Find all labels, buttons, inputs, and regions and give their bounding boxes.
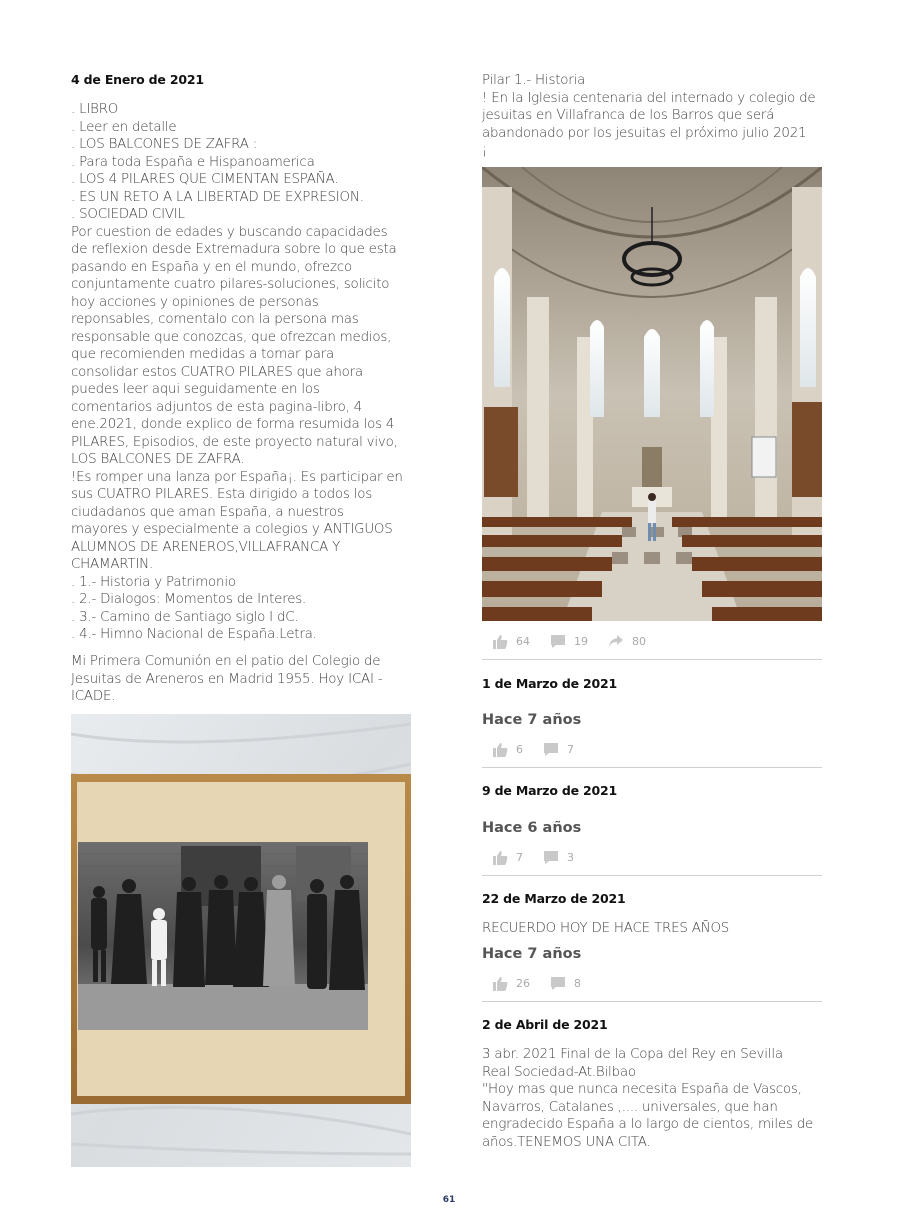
- text-line: . 4.- Himno Nacional de España.Letra.: [71, 627, 317, 642]
- like-count: 6: [516, 743, 523, 756]
- divider: [482, 1001, 822, 1002]
- text-line: Navarros, Catalanes ,.... universales, que han: [482, 1099, 778, 1115]
- text-line: ! En la Iglesia centenaria del internado y colegio de: [482, 90, 816, 106]
- time-ago: Hace 6 años: [482, 820, 582, 836]
- post-body: [71, 101, 403, 644]
- communion-photo-image: [71, 714, 411, 1167]
- text-line: de reflexion desde Extremadura sobre lo que esta: [71, 242, 397, 257]
- post-stats: [492, 976, 601, 991]
- text-line: . Leer en detalle: [71, 119, 177, 135]
- divider: [482, 875, 822, 876]
- text-line: puedes leer aqui seguidamente en los: [71, 382, 320, 397]
- text-line: 3 abr. 2021 Final de la Copa del Rey en Sevilla: [482, 1047, 783, 1062]
- divider: [482, 767, 822, 768]
- text-line: ene.2021, donde explico de forma resumida los 4: [71, 417, 395, 432]
- text-line: ICADE.: [71, 689, 116, 704]
- text-line: . SOCIEDAD CIVIL: [71, 207, 185, 222]
- text-line: responsable que conozcas, que ofrezcan medios,: [71, 329, 392, 345]
- text-line: . ES UN RETO A LA LIBERTAD DE EXPRESION.: [71, 189, 364, 205]
- share-count: 80: [632, 635, 646, 648]
- time-ago: Hace 7 años: [482, 946, 582, 962]
- divider: [482, 659, 822, 660]
- text-line: comentarios adjuntos de esta pagina-libro, 4: [71, 399, 362, 415]
- text-line: conjuntamente cuatro pilares-soluciones, solicito: [71, 277, 390, 292]
- post-date: 22 de Marzo de 2021: [482, 891, 626, 906]
- comment-count: 8: [574, 977, 581, 990]
- text-line: ¡: [482, 143, 488, 158]
- text-line: !Es romper una lanza por España¡. Es participar en: [71, 469, 403, 485]
- text-line: sus CUATRO PILARES. Esta dirigido a todos los: [71, 487, 372, 502]
- share-icon: [608, 634, 624, 649]
- communion-photo[interactable]: [71, 714, 411, 1167]
- text-line: LOS BALCONES DE ZAFRA.: [71, 452, 245, 467]
- comment-icon: [550, 976, 566, 991]
- text-line: reponsables, comentalo con la persona mas: [71, 312, 359, 327]
- text-line: . Para toda España e Hispanoamerica: [71, 154, 315, 170]
- text-line: "Hoy mas que nunca necesita España de Vascos,: [482, 1082, 802, 1097]
- text-line: pasando en España y en el mundo, ofrezco: [71, 259, 352, 275]
- text-line: engradecido España a lo largo de cientos, miles de: [482, 1117, 814, 1132]
- text-line: Mi Primera Comunión en el patio del Colegio de: [71, 654, 381, 669]
- comment-count: 7: [567, 743, 574, 756]
- like-stat[interactable]: [492, 742, 523, 757]
- post-date: 1 de Marzo de 2021: [482, 676, 618, 691]
- post-date: 2 de Abril de 2021: [482, 1017, 608, 1032]
- text-line: jesuitas en Villafranca de los Barros que será: [482, 108, 775, 123]
- comment-icon: [543, 850, 559, 865]
- text-line: . LOS BALCONES DE ZAFRA :: [71, 137, 258, 152]
- thumbs-up-icon: [492, 742, 508, 757]
- text-line: mayores y especialmente a colegios y ANTIGUOS: [71, 522, 393, 537]
- text-line: que recomienden medidas a tomar para: [71, 347, 335, 362]
- text-line: . LIBRO: [71, 102, 119, 117]
- comment-count: 3: [567, 851, 574, 864]
- comment-count: 19: [574, 635, 588, 648]
- thumbs-up-icon: [492, 850, 508, 865]
- post-stats: [492, 742, 594, 757]
- thumbs-up-icon: [492, 634, 508, 649]
- text-line: abandonado por los jesuitas el próximo julio 2021: [482, 125, 807, 141]
- thumbs-up-icon: [492, 976, 508, 991]
- like-stat[interactable]: [492, 976, 530, 991]
- post-date: 4 de Enero de 2021: [71, 72, 204, 87]
- text-line: RECUERDO HOY DE HACE TRES AÑOS: [482, 921, 730, 936]
- text-line: Pilar 1.- Historia: [482, 73, 586, 88]
- like-count: 7: [516, 851, 523, 864]
- post-body: [482, 72, 815, 160]
- comment-stat[interactable]: [550, 634, 588, 649]
- like-stat[interactable]: [492, 850, 523, 865]
- text-line: . 3.- Camino de Santiago siglo I dC.: [71, 609, 299, 625]
- share-stat[interactable]: [608, 634, 646, 649]
- text-line: ALUMNOS DE ARENEROS,VILLAFRANCA Y: [71, 539, 341, 555]
- text-line: Jesuitas de Areneros en Madrid 1955. Hoy ICAI -: [71, 671, 383, 687]
- text-line: PILARES, Episodios, de este proyecto natural vivo,: [71, 434, 398, 450]
- text-line: CHAMARTIN.: [71, 557, 154, 572]
- page-number: 61: [442, 1195, 456, 1205]
- text-line: consolidar estos CUATRO PILARES que ahora: [71, 364, 363, 380]
- photo-caption: [71, 653, 382, 706]
- post-body: [482, 1046, 813, 1151]
- text-line: . LOS 4 PILARES QUE CIMENTAN ESPAÑA.: [71, 172, 339, 187]
- post-date: 9 de Marzo de 2021: [482, 783, 618, 798]
- text-line: ciudadanos que aman España, a nuestros: [71, 504, 344, 520]
- comment-stat[interactable]: [543, 742, 574, 757]
- text-line: hoy acciones y opiniones de personas: [71, 294, 319, 310]
- post-stats: [492, 850, 594, 865]
- comment-icon: [543, 742, 559, 757]
- like-count: 64: [516, 635, 530, 648]
- like-stat[interactable]: [492, 634, 530, 649]
- text-line: años.TENEMOS UNA CITA.: [482, 1134, 651, 1150]
- time-ago: Hace 7 años: [482, 712, 582, 728]
- text-line: . 1.- Historia y Patrimonio: [71, 574, 236, 590]
- church-photo[interactable]: [482, 167, 822, 621]
- like-count: 26: [516, 977, 530, 990]
- comment-stat[interactable]: [550, 976, 581, 991]
- text-line: Real Sociedad-At.Bilbao: [482, 1064, 636, 1080]
- comment-icon: [550, 634, 566, 649]
- text-line: . 2.- Dialogos: Momentos de Interes.: [71, 592, 307, 607]
- text-line: Por cuestion de edades y buscando capacidades: [71, 224, 388, 240]
- post-body: [482, 920, 729, 938]
- church-photo-image: [482, 167, 822, 621]
- comment-stat[interactable]: [543, 850, 574, 865]
- post-stats: [492, 634, 666, 649]
